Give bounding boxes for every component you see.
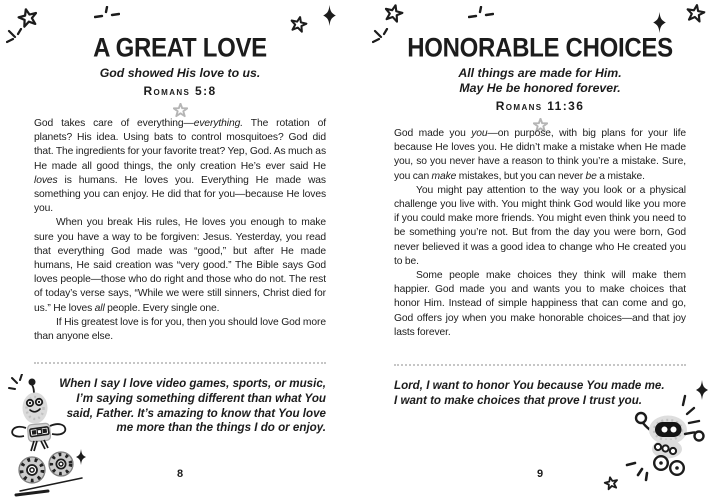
gear-wheel-icon bbox=[19, 457, 45, 483]
devotion-header bbox=[394, 33, 686, 133]
verse-text: God showed His love to us. bbox=[99, 66, 261, 80]
prayer-text: Lord, I want to honor You because You made me. I want to make choices that prove I trust you. bbox=[394, 379, 665, 407]
burst-sparkle-icon bbox=[9, 374, 22, 389]
star-divider-icon bbox=[34, 103, 326, 118]
page-number: 9 bbox=[536, 468, 544, 480]
verse-reference: Romans 11:36 bbox=[495, 99, 585, 113]
motion-dashes-icon bbox=[627, 463, 647, 480]
plus-sparkle-icon bbox=[94, 6, 120, 22]
star-icon bbox=[684, 2, 706, 24]
four-point-star-icon bbox=[322, 5, 337, 26]
verse-reference: Romans 5:8 bbox=[143, 84, 217, 98]
gear-wheel-icon bbox=[49, 452, 73, 476]
page-right bbox=[360, 0, 720, 504]
devotion-body: God takes care of everything—everything. The rotation of planets? His idea. Using bats to control mosquitoes? God did that. The ingredients for your favorite treat? Yep, God. As much as He made all good things, the only creation He’s ever said He loves is humans. He loves you. Everything He made was something you can enjoy. He did that for you—because He loves you. When you break His rules, He loves you enough to make sure you have a way to be forgiven: Jesus. Yesterday, you read that everything God made was “good,” but after He made humans, He said creation was “very good.” The Bible says God loves people—those who do right and those who do not. The rest of today’s verse says, “While we were still sinners, Christ died for us.” He loves all people. Every single one. If His greatest love is for you, then you should love God more than anyone else. bbox=[34, 118, 327, 343]
devotion-title: HONORABLE CHOICES bbox=[407, 33, 673, 64]
page-number: 8 bbox=[176, 468, 184, 480]
star-icon bbox=[604, 476, 619, 490]
burst-sparkle-icon bbox=[6, 28, 26, 48]
dotted-separator bbox=[394, 364, 686, 366]
prayer-text: When I say I love video games, sports, or music, I’m saying something different than what You said, Father. It’s amazing to know that You love me more than the things I do or enjoy. bbox=[59, 377, 326, 435]
four-point-star-icon bbox=[696, 380, 708, 400]
devotion-header bbox=[34, 33, 326, 118]
burst-sparkle-icon bbox=[372, 28, 392, 48]
devotion-body: God made you you—on purpose, with big plans for your life because He loves you. He didn’t make a mistake when He made you, so you never have a reason to think you’re a mistake. Sure, you can make mistakes, but you can never be a mistake. You might pay attention to the way you look or a physical challenge you live with. You might think God would like you more if you could make more friends. You might even think you need to be something you’re not. But from the day you were born, God never believed it was a good idea to change who He created you to be. Some people make choices they think will make them happier. God made you and wants you to make choices that honor Him. Instead of simple happiness that can come and go, God offers joy when you make honorable choices—and that joy lasts forever. bbox=[394, 128, 686, 338]
star-icon bbox=[16, 6, 40, 30]
four-point-star-icon bbox=[652, 12, 667, 33]
devotion-title: A GREAT LOVE bbox=[93, 33, 267, 64]
star-icon bbox=[288, 14, 308, 34]
plus-sparkle-icon bbox=[468, 6, 494, 22]
sparkle-dashes-icon bbox=[683, 396, 699, 423]
dotted-separator bbox=[34, 362, 326, 364]
robot-illustration bbox=[2, 374, 114, 504]
verse-text: All things are made for Him. May He be honored forever. bbox=[458, 66, 622, 95]
robot-illustration bbox=[595, 372, 719, 502]
four-point-star-icon bbox=[76, 449, 86, 465]
star-icon bbox=[382, 2, 405, 25]
